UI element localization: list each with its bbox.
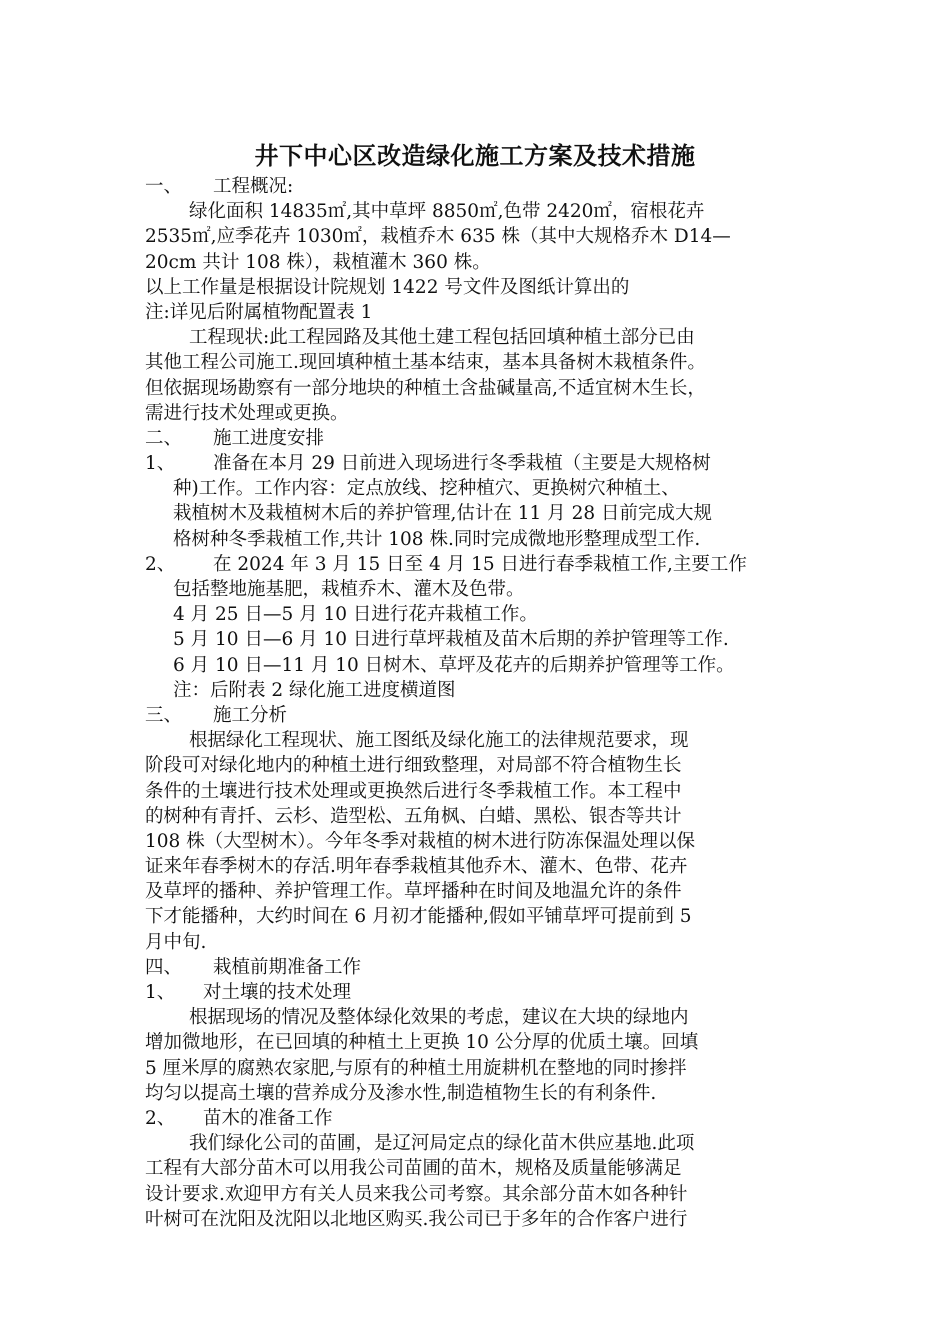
text-line: 根据绿化工程现状、施工图纸及绿化施工的法律规范要求，现 xyxy=(189,730,689,752)
text-line: 阶段可对绿化地内的种植土进行细致整理，对局部不符合植物生长 xyxy=(145,755,682,777)
section-title: 施工分析 xyxy=(213,704,288,726)
text-line: 108 株（大型树木）。今年冬季对栽植的树木进行防冻保温处理以保 xyxy=(145,830,695,852)
text-line: 种)工作。工作内容：定点放线、挖种植穴、更换树穴种植土、 xyxy=(173,478,680,500)
text-line: 证来年春季树木的存活.明年春季栽植其他乔木、灌木、色带、花卉 xyxy=(145,856,688,878)
document-body xyxy=(145,174,817,1232)
section-heading xyxy=(145,174,817,199)
subsection-title: 苗木的准备工作 xyxy=(203,1107,333,1129)
text-line: 需进行技术处理或更换。 xyxy=(145,402,349,424)
section-title: 工程概况: xyxy=(213,176,294,197)
text-line: 20cm 共计 108 株），栽植灌木 360 株。 xyxy=(145,251,491,273)
item-number: 2、 xyxy=(145,553,176,575)
text-line: 格树种冬季栽植工作,共计 108 株.同时完成微地形整理成型工作. xyxy=(173,528,701,550)
document-title: 井下中心区改造绿化施工方案及技术措施 xyxy=(254,141,696,170)
text-line: 注：后附表 2 绿化施工进度横道图 xyxy=(173,679,456,701)
item-number: 1、 xyxy=(145,453,176,475)
list-item-heading xyxy=(145,451,817,476)
item-text: 在 2024 年 3 月 15 日至 4 月 15 日进行春季栽植工作,主要工作 xyxy=(213,553,747,575)
text-line: 根据现场的情况及整体绿化效果的考虑，建议在大块的绿地内 xyxy=(189,1007,689,1029)
section-heading xyxy=(145,703,817,728)
text-line: 2535㎡,应季花卉 1030㎡，栽植乔木 635 株（其中大规格乔木 D14— xyxy=(145,226,731,248)
section-heading xyxy=(145,955,817,980)
text-line: 均匀以提高土壤的营养成分及渗水性,制造植物生长的有利条件. xyxy=(145,1082,657,1104)
section-title: 施工进度安排 xyxy=(213,427,325,449)
subsection-number: 2、 xyxy=(145,1107,176,1129)
text-line: 包括整地施基肥，栽植乔木、灌木及色带。 xyxy=(173,579,525,600)
subsection-heading xyxy=(145,980,817,1005)
section-heading xyxy=(145,426,817,451)
section-title: 栽植前期准备工作 xyxy=(213,956,362,978)
text-line: 我们绿化公司的苗圃，是辽河局定点的绿化苗木供应基地.此项 xyxy=(189,1133,695,1155)
text-line: 其他工程公司施工.现回填种植土基本结束，基本具备树木栽植条件。 xyxy=(145,352,706,374)
text-line: 6 月 10 日—11 月 10 日树木、草坪及花卉的后期养护管理等工作。 xyxy=(173,654,735,676)
text-line: 及草坪的播种、养护管理工作。草坪播种在时间及地温允许的条件 xyxy=(145,881,682,903)
text-line: 条件的土壤进行技术处理或更换然后进行冬季栽植工作。本工程中 xyxy=(145,780,682,802)
text-line: 工程有大部分苗木可以用我公司苗圃的苗木，规格及质量能够满足 xyxy=(145,1158,682,1180)
text-line: 注:详见后附属植物配置表 1 xyxy=(145,301,373,323)
text-line: 设计要求.欢迎甲方有关人员来我公司考察。其余部分苗木如各种针 xyxy=(145,1183,688,1205)
text-line: 增加微地形，在已回填的种植土上更换 10 公分厚的优质土壤。回填 xyxy=(145,1032,699,1054)
text-line: 绿化面积 14835㎡,其中草坪 8850㎡,色带 2420㎡，宿根花卉 xyxy=(189,201,705,223)
text-line: 以上工作量是根据设计院规划 1422 号文件及图纸计算出的 xyxy=(145,276,630,298)
item-text: 准备在本月 29 日前进入现场进行冬季栽植（主要是大规格树 xyxy=(213,453,711,475)
text-line: 的树种有青扦、云杉、造型松、五角枫、白蜡、黑松、银杏等共计 xyxy=(145,805,682,827)
list-item-heading xyxy=(145,552,817,577)
subsection-heading xyxy=(145,1106,817,1131)
section-number: 四、 xyxy=(145,956,183,978)
section-number: 一、 xyxy=(145,176,183,197)
text-line: 工程现状:此工程园路及其他土建工程包括回填种植土部分已由 xyxy=(189,327,695,349)
text-line: 5 厘米厚的腐熟农家肥,与原有的种植土用旋耕机在整地的同时掺拌 xyxy=(145,1057,687,1079)
text-line: 月中旬. xyxy=(145,931,207,953)
section-number: 二、 xyxy=(145,427,183,449)
text-line: 但依据现场勘察有一部分地块的种植土含盐碱量高,不适宜树木生长， xyxy=(145,377,706,399)
text-line: 5 月 10 日—6 月 10 日进行草坪栽植及苗木后期的养护管理等工作. xyxy=(173,629,729,651)
text-line: 4 月 25 日—5 月 10 日进行花卉栽植工作。 xyxy=(173,604,538,626)
text-line: 下才能播种，大约时间在 6 月初才能播种,假如平铺草坪可提前到 5 xyxy=(145,906,692,928)
section-number: 三、 xyxy=(145,704,183,726)
subsection-number: 1、 xyxy=(145,982,176,1003)
text-line: 叶树可在沈阳及沈阳以北地区购买.我公司已于多年的合作客户进行 xyxy=(145,1208,688,1230)
subsection-title: 对土壤的技术处理 xyxy=(203,982,352,1003)
text-line: 栽植树木及栽植树木后的养护管理,估计在 11 月 28 日前完成大规 xyxy=(173,503,712,525)
